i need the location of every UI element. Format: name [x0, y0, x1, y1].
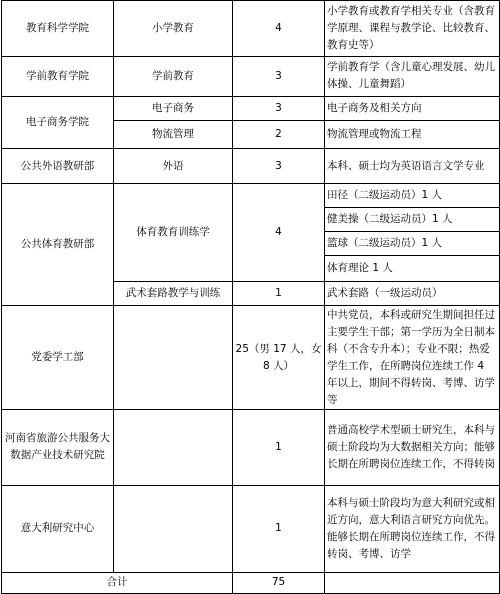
- requirement-cell: [325, 572, 500, 593]
- major-cell: 电子商务: [114, 96, 233, 120]
- major-cell: 学前教育: [114, 56, 233, 96]
- major-cell: [114, 410, 233, 486]
- count-cell: 1: [233, 281, 325, 305]
- department-cell: 党委学工部: [2, 306, 114, 410]
- requirement-cell: 篮球（二级运动员）1 人: [325, 232, 500, 255]
- count-cell: 2: [233, 121, 325, 149]
- table-row: [2, 410, 500, 486]
- count-cell: 4: [233, 183, 325, 281]
- requirement-cell: 电子商务及相关方向: [325, 96, 500, 120]
- department-cell: 学前教育学院: [2, 56, 114, 96]
- table-row: [2, 96, 500, 120]
- count-cell: 25（男 17 人，女 8 人）: [233, 306, 325, 410]
- total-label: 合计: [2, 572, 233, 593]
- requirement-cell: 物流管理或物流工程: [325, 121, 500, 149]
- major-cell: 体育教育训练学: [114, 183, 233, 281]
- recruitment-table: [1, 0, 500, 594]
- major-cell: [114, 306, 233, 410]
- table-row: [2, 1, 500, 57]
- requirement-cell: 小学教育或教育学相关专业（含教育学原理、课程与教学论、比较教育、教育史等）: [325, 1, 500, 57]
- count-cell: 3: [233, 56, 325, 96]
- major-cell: 武术套路教学与训练: [114, 281, 233, 305]
- requirement-cell: 本科与硕士阶段均为意大利研究或相近方向，意大利语言研究方向优先。能够长期在所聘岗位连续工作，不得转岗、考博、访学: [325, 485, 500, 572]
- table-row: [2, 149, 500, 183]
- department-cell: 公共外语教研部: [2, 149, 114, 183]
- department-cell: 公共体育教研部: [2, 183, 114, 305]
- requirement-cell: 体育理论 1 人: [325, 255, 500, 281]
- requirement-cell: 中共党员，本科或研究生期间担任过主要学生干部；第一学历为全日制本科（不含专升本）；专业不限；热爱学生工作，在所聘岗位连续工作 4 年以上，期间不得转岗、考博、访学等: [325, 306, 500, 410]
- table-row: [2, 572, 500, 593]
- table-row: [2, 56, 500, 96]
- table-row: [2, 485, 500, 572]
- requirement-cell: 武术套路（一级运动员）: [325, 281, 500, 305]
- count-cell: 4: [233, 1, 325, 57]
- table-row: [2, 183, 500, 207]
- count-cell: 1: [233, 485, 325, 572]
- requirement-cell: 健美操（二级运动员）1 人: [325, 208, 500, 232]
- department-cell: 教育科学学院: [2, 1, 114, 57]
- major-cell: 小学教育: [114, 1, 233, 57]
- department-cell: 电子商务学院: [2, 96, 114, 149]
- requirement-cell: 田径（二级运动员）1 人: [325, 183, 500, 207]
- requirement-cell: 本科、硕士均为英语语言文学专业: [325, 149, 500, 183]
- requirement-cell: 普通高校学术型硕士研究生，本科与硕士阶段均为大数据相关方向；能够长期在所聘岗位连续工作，不得转岗: [325, 410, 500, 486]
- requirement-cell: 学前教育学（含儿童心理发展、幼儿体操、儿童舞蹈）: [325, 56, 500, 96]
- table-row: [2, 306, 500, 410]
- count-cell: 1: [233, 410, 325, 486]
- major-cell: 外语: [114, 149, 233, 183]
- count-cell: 3: [233, 96, 325, 120]
- major-cell: 物流管理: [114, 121, 233, 149]
- department-cell: 意大利研究中心: [2, 485, 114, 572]
- count-cell: 3: [233, 149, 325, 183]
- major-cell: [114, 485, 233, 572]
- total-count: 75: [233, 572, 325, 593]
- department-cell: 河南省旅游公共服务大数据产业技术研究院: [2, 410, 114, 486]
